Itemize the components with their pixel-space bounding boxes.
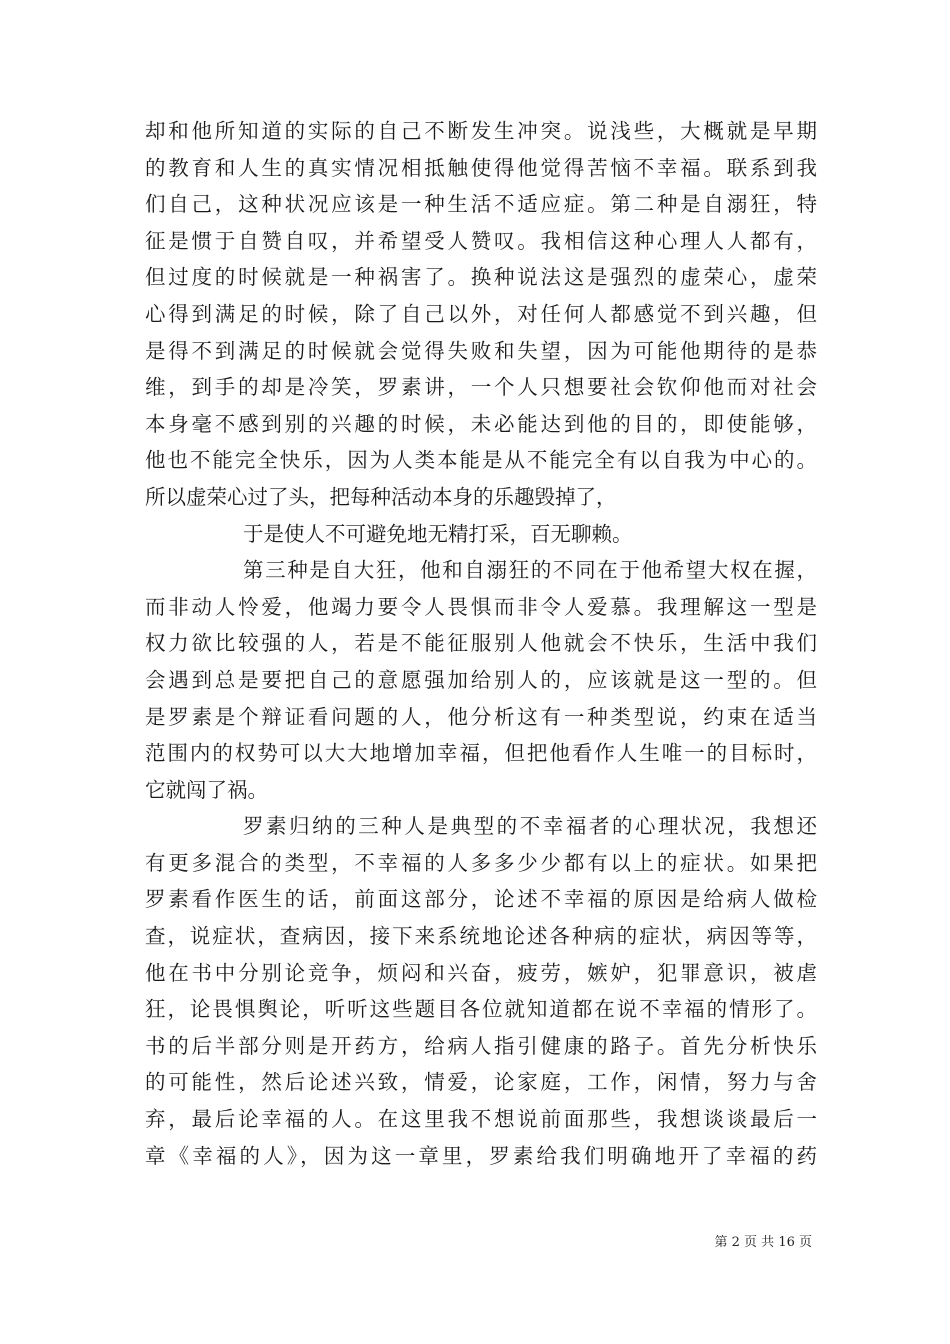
text-line: 维，到手的却是冷笑，罗素讲，一个人只想要社会钦仰他而对社会 bbox=[145, 375, 817, 400]
text-line: 的可能性，然后论述兴致，情爱，论家庭，工作，闲情，努力与舍 bbox=[145, 1070, 817, 1095]
text-line-indented: 于是使人不可避免地无精打采，百无聊赖。 bbox=[243, 521, 633, 546]
text-line: 心得到满足的时候，除了自己以外，对任何人都感觉不到兴趣，但 bbox=[145, 301, 817, 326]
text-line: 权力欲比较强的人，若是不能征服别人他就会不快乐，生活中我们 bbox=[145, 631, 817, 656]
text-line: 所以虚荣心过了头，把每种活动本身的乐趣毁掉了， bbox=[145, 484, 617, 509]
text-line: 是罗素是个辩证看问题的人，他分析这有一种类型说，约束在适当 bbox=[145, 704, 817, 729]
text-line-indented: 罗素归纳的三种人是典型的不幸福者的心理状况，我想还 bbox=[243, 814, 817, 839]
text-line: 本身毫不感到别的兴趣的时候，未必能达到他的目的，即使能够， bbox=[145, 411, 817, 436]
text-line-indented: 第三种是自大狂，他和自溺狂的不同在于他希望大权在握， bbox=[243, 558, 817, 583]
text-line: 罗素看作医生的话，前面这部分，论述不幸福的原因是给病人做检 bbox=[145, 887, 817, 912]
text-line: 征是惯于自赞自叹，并希望受人赞叹。我相信这种心理人人都有， bbox=[145, 228, 817, 253]
text-line: 范围内的权势可以大大地增加幸福，但把他看作人生唯一的目标时， bbox=[145, 741, 817, 766]
text-line: 它就闯了祸。 bbox=[145, 777, 268, 802]
text-line: 狂，论畏惧舆论，听听这些题目各位就知道都在说不幸福的情形了。 bbox=[145, 997, 817, 1022]
text-line: 会遇到总是要把自己的意愿强加给别人的，应该就是这一型的。但 bbox=[145, 667, 817, 692]
text-line: 们自己，这种状况应该是一种生活不适应症。第二种是自溺狂，特 bbox=[145, 192, 817, 217]
text-line: 的教育和人生的真实情况相抵触使得他觉得苦恼不幸福。联系到我 bbox=[145, 155, 817, 180]
text-line: 查，说症状，查病因，接下来系统地论述各种病的症状，病因等等， bbox=[145, 924, 817, 949]
text-line: 书的后半部分则是开药方，给病人指引健康的路子。首先分析快乐 bbox=[145, 1033, 817, 1058]
text-line: 有更多混合的类型，不幸福的人多多少少都有以上的症状。如果把 bbox=[145, 850, 817, 875]
text-line: 是得不到满足的时候就会觉得失败和失望，因为可能他期待的是恭 bbox=[145, 338, 817, 363]
text-line: 他也不能完全快乐，因为人类本能是从不能完全有以自我为中心的。 bbox=[145, 448, 817, 473]
text-line: 但过度的时候就是一种祸害了。换种说法这是强烈的虚荣心，虚荣 bbox=[145, 265, 817, 290]
text-line: 却和他所知道的实际的自己不断发生冲突。说浅些，大概就是早期 bbox=[145, 119, 817, 143]
document-body bbox=[145, 113, 817, 1174]
page-number-footer: 第 2 页 共 16 页 bbox=[714, 1235, 812, 1250]
text-line: 他在书中分别论竞争，烦闷和兴奋，疲劳，嫉妒，犯罪意识，被虐 bbox=[145, 960, 817, 985]
text-line: 章《幸福的人》，因为这一章里，罗素给我们明确地开了幸福的药 bbox=[145, 1143, 817, 1168]
text-line: 弃，最后论幸福的人。在这里我不想说前面那些，我想谈谈最后一 bbox=[145, 1107, 817, 1132]
text-line: 而非动人怜爱，他竭力要令人畏惧而非令人爱慕。我理解这一型是 bbox=[145, 594, 817, 619]
